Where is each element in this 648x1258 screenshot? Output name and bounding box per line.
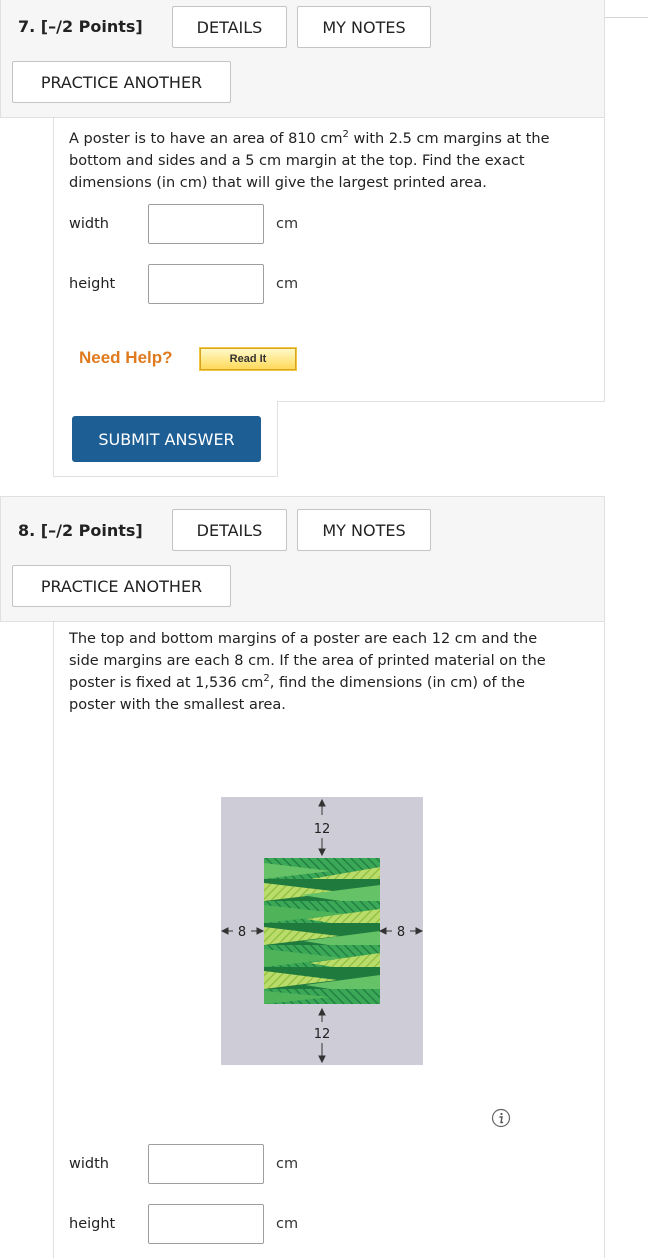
height-label-q8: height <box>69 1216 116 1232</box>
height-unit-q7: cm <box>276 276 299 292</box>
width-label-q8: width <box>69 1156 109 1172</box>
width-input-q7[interactable] <box>148 204 264 244</box>
printed-area-pattern <box>264 858 380 1004</box>
top-margin-label: 12 <box>313 822 331 837</box>
left-margin-label: 8 <box>237 925 247 940</box>
my-notes-button-q7[interactable]: MY NOTES <box>297 6 431 48</box>
leaf-band-7 <box>264 989 380 1004</box>
right-margin-label: 8 <box>396 925 406 940</box>
width-label-q7: width <box>69 216 109 232</box>
height-label-q7: height <box>69 276 116 292</box>
my-notes-button-q8[interactable]: MY NOTES <box>297 509 431 551</box>
read-it-button[interactable]: Read It <box>200 348 296 370</box>
practice-another-button-q7[interactable]: PRACTICE ANOTHER <box>12 61 231 103</box>
need-help-label: Need Help? <box>79 348 173 367</box>
question-8-text: The top and bottom margins of a poster are each 12 cm and the side margins are each 8 cm. If the area of printed material on the poster is fixed at 1,536 $cm^2$, find the dimensions (in cm) of the poster with the smallest area. <box>69 631 546 713</box>
bottom-margin-label: 12 <box>313 1027 331 1042</box>
details-button-q7[interactable]: DETAILS <box>172 6 287 48</box>
width-unit-q8: cm <box>276 1156 299 1172</box>
question-8-number: 8. [–/2 Points] <box>18 521 143 540</box>
practice-another-button-q8[interactable]: PRACTICE ANOTHER <box>12 565 231 607</box>
info-icon[interactable] <box>491 1108 511 1128</box>
width-input-q8[interactable] <box>148 1144 264 1184</box>
details-button-q8[interactable]: DETAILS <box>172 509 287 551</box>
question-7-number: 7. [–/2 Points] <box>18 17 143 36</box>
submit-answer-button[interactable]: SUBMIT ANSWER <box>72 416 261 462</box>
height-input-q7[interactable] <box>148 264 264 304</box>
height-unit-q8: cm <box>276 1216 299 1232</box>
width-unit-q7: cm <box>276 216 299 232</box>
question-7-text: A poster is to have an area of 810 $cm^2$ with 2.5 cm margins at the bottom and sides and a 5 cm margin at the top. Find the exact dimensions (in cm) that will give the largest printed area. <box>69 129 550 191</box>
poster-figure <box>221 797 423 1065</box>
height-input-q8[interactable] <box>148 1204 264 1244</box>
